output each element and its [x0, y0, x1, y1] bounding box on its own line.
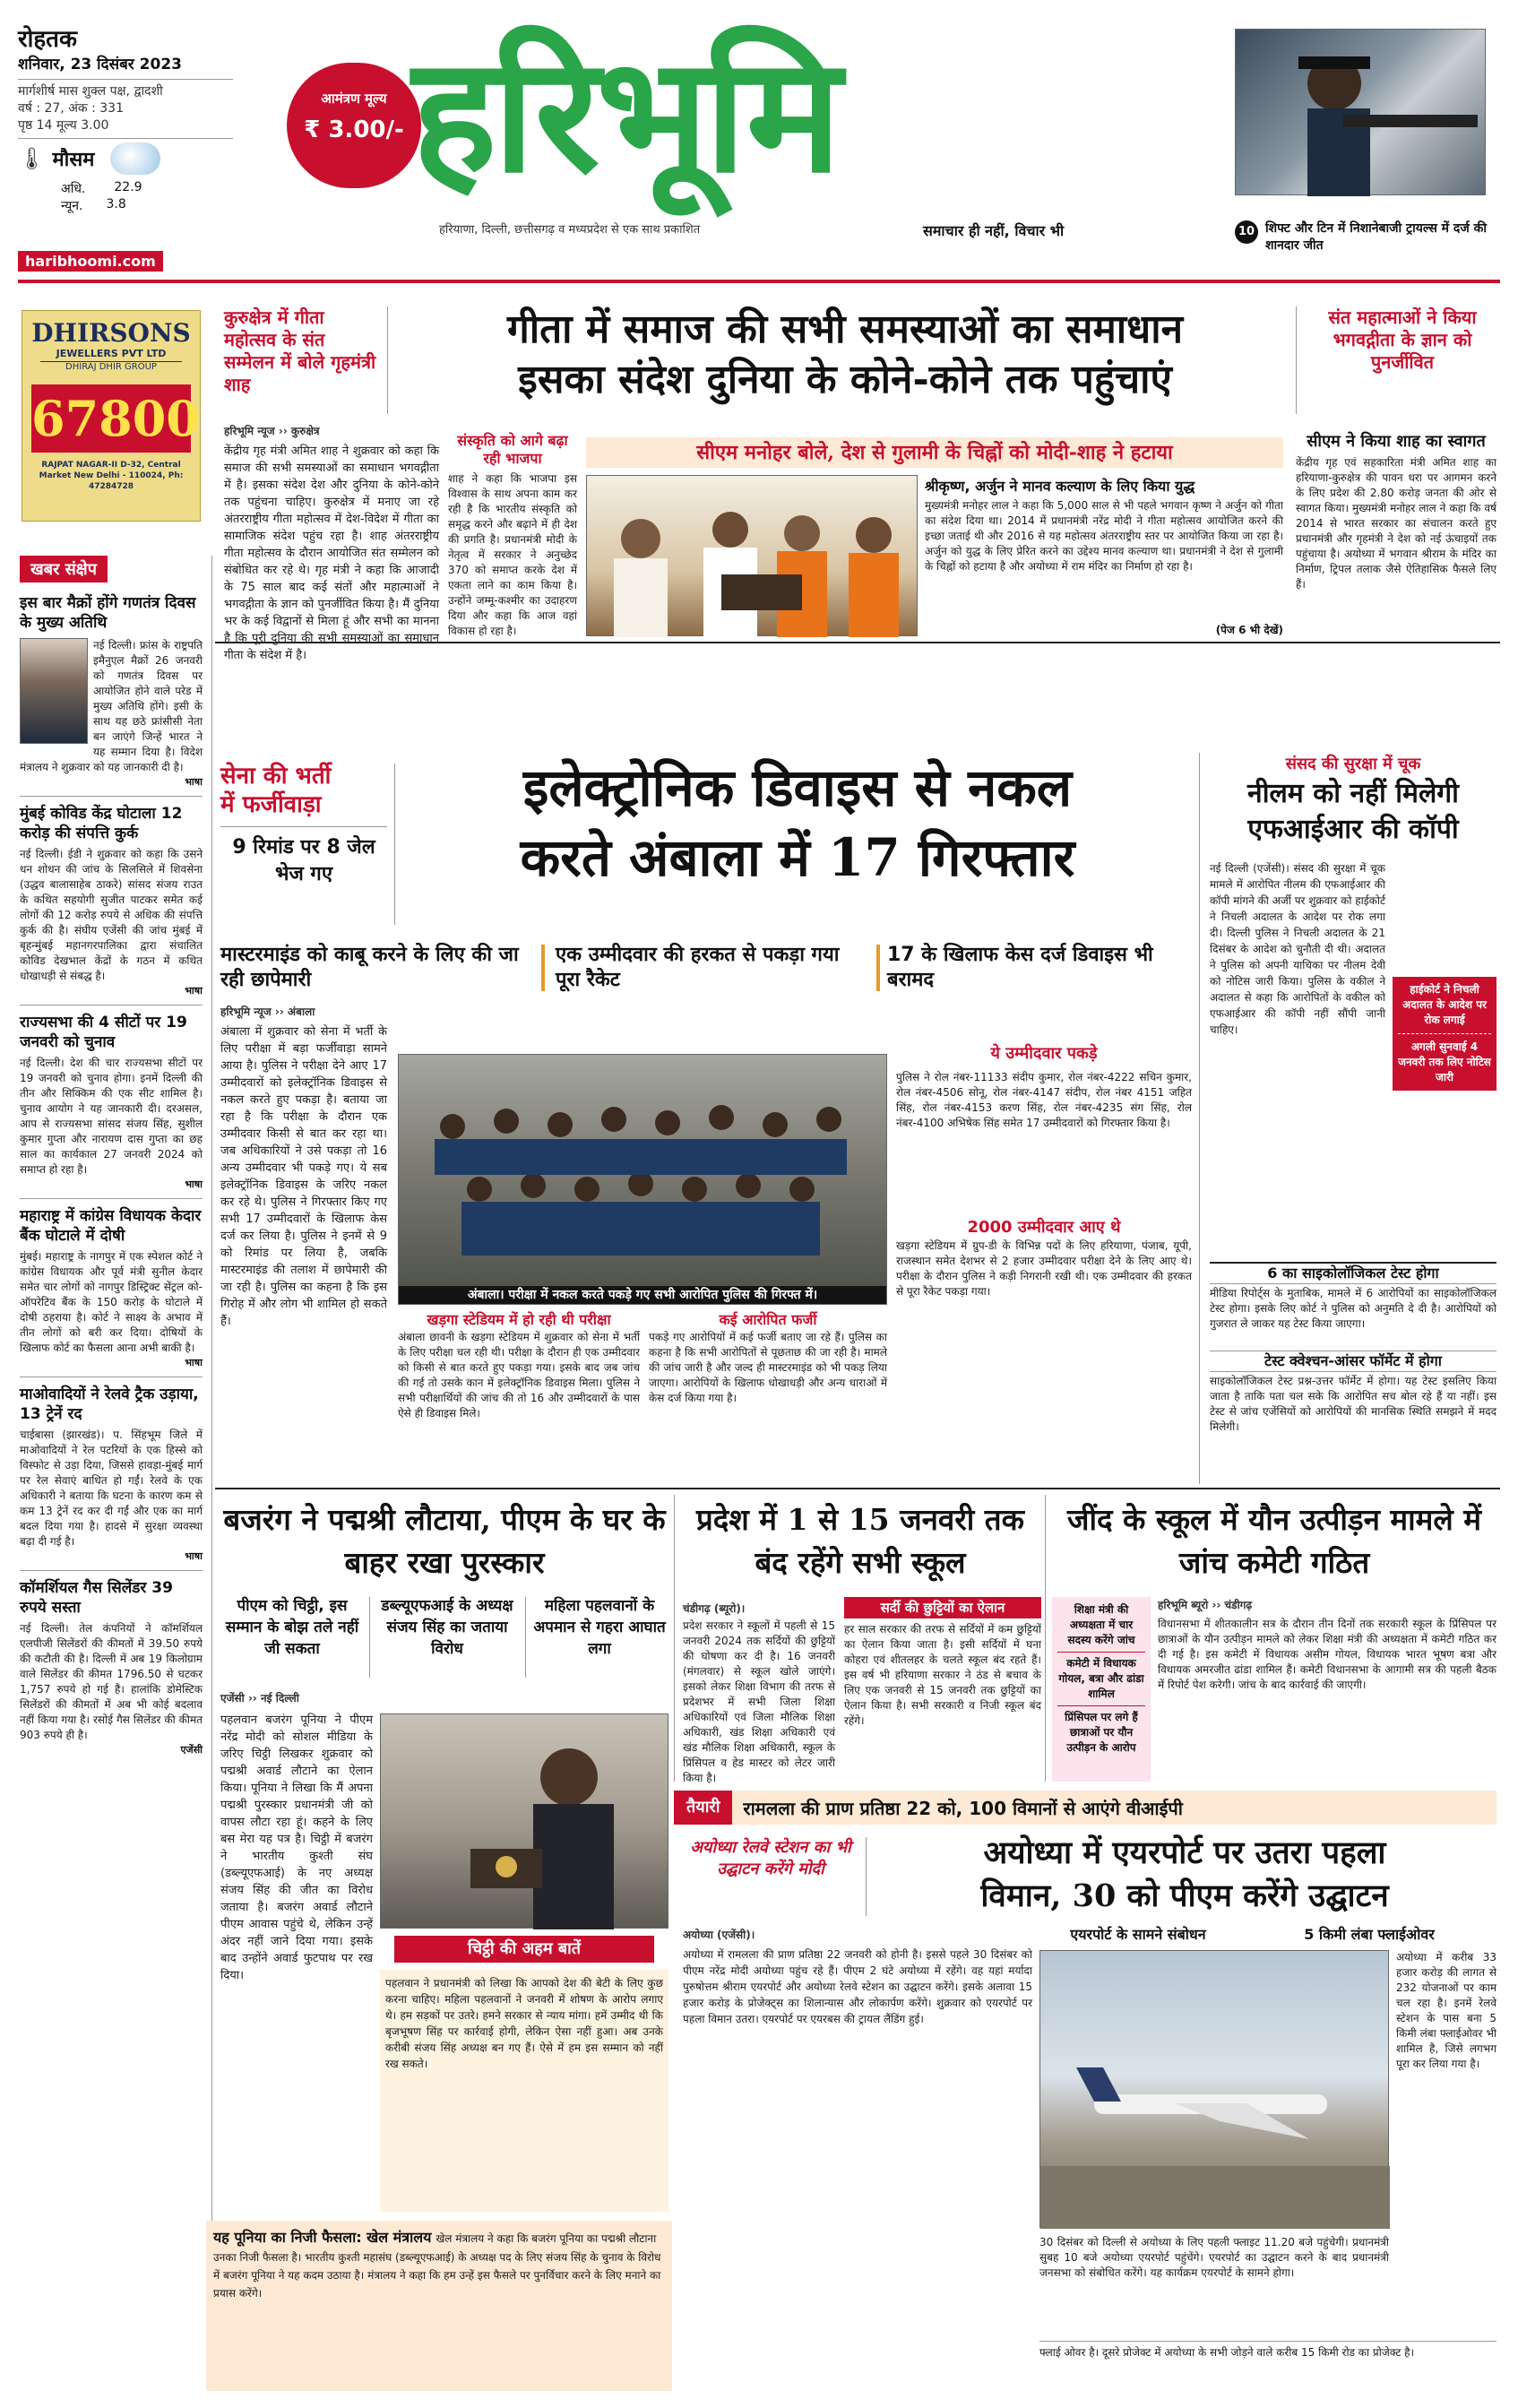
jind-body: विधानसभा में शीतकालीन सत्र के दौरान तीन दिनों तक सरकारी स्कूल के प्रिंसिपल पर छात्राओं के यौन उत्पीड़न मामले को लेकर शिक्षा मंत्री की अध्यक्षता में कमेटी गठित कर दी गई है। इस कमेटी में विधायक असीम गोयल, विधायक भारत भूषण बत्रा और विधायक अमरजीत ढांडा शामिल हैं। कमेटी विधानसभा के आगामी सत्र की पहली बैठक में रिपोर्ट पेश करेगी। जांच के बाद कार्रवाई की जाएगी। [1158, 1618, 1496, 1691]
jewellers-ad[interactable] [22, 310, 201, 522]
brief-headline: माओवादियों ने रेलवे ट्रैक उड़ाया, 13 ट्रेनें रद [20, 1385, 199, 1423]
brief-headline: राज्यसभा की 4 सीटों पर 19 जनवरी को चुनाव [20, 1014, 187, 1051]
callout-text-1: हाईकोर्ट ने निचली अदालत के आदेश पर रोक लगाई [1402, 983, 1487, 1026]
news-brief-item-1[interactable] [20, 593, 203, 789]
lead-headline-2: इसका संदेश दुनिया के कोने-कोने तक पहुंचाएं [518, 357, 1172, 402]
shooting-photo [1235, 29, 1486, 195]
caught-head: ये उम्मीदवार पकड़े [990, 1044, 1098, 1063]
news-brief-item-5[interactable] [20, 1385, 203, 1563]
army-headline-1: इलेक्ट्रोनिक डिवाइस से नकल [522, 757, 1073, 818]
max-temp-value: 22.9 [114, 180, 142, 194]
culture-box [448, 432, 577, 637]
ad-sub: JEWELLERS PVT LTD [56, 348, 167, 359]
brief-credit: एजेंसी [180, 1744, 203, 1756]
bajrang-body: पहलवान बजरंग पूनिया ने पीएम नरेंद्र मोदी को सोशल मीडिया के जरिए चिट्ठी लिखकर शुक्रवार को पद्मश्री अवार्ड लौटाने का ऐलान किया। पूनिया ने लिखा कि मैं अपना पद्मश्री पुरस्कार प्रधानमंत्री जी को वापस लौटा रहा हूं। कहने के लिए बस मेरा यह पत्र है। चिट्ठी में बजरंग ने भारतीय कुश्ती संघ (डब्ल्यूएफआई) के नए अध्यक्ष संजय सिंह की जीत का विरोध जताया है। बजरंग अवार्ड लौटाने पीएम आवास पहुंचे थे, लेकिन उन्हें अंदर नहीं जाने दिया गया। इसके बाद उन्होंने अवार्ड फुटपाथ पर रख दिया। [220, 1713, 373, 1982]
airport-address-body: 30 दिसंबर को दिल्ली से अयोध्या के लिए पहली फ्लाइट 11.20 बजे पहुंचेगी। प्रधानमंत्री सुबह 10 बजे अयोध्या एयरपोर्ट पहुंचेंगे। एयरपोर्ट का उद्घाटन करने के बाद प्रधानमंत्री जनसभा को संबोधित करेंगे। यह कार्यक्रम एयरपोर्ट के सामने होगा। [1039, 2236, 1389, 2279]
cm-subhead: श्रीकृष्ण, अर्जुन ने मानव कल्याण के लिए किया युद्ध [925, 478, 1195, 495]
news-brief-item-2[interactable] [20, 804, 203, 997]
news-brief-item-6[interactable] [20, 1578, 203, 1756]
winter-break-body: हर साल सरकार की तरफ से सर्दियों में कम छुट्टियों का ऐलान किया जाता है। इसी सर्दियों में घना कोहरा एवं शीतलहर के चलते स्कूल बंद रहते हैं। इस वर्ष भी हरियाणा सरकार ने ठंड से बचाव के लिए एक जनवरी से 15 जनवरी तक छुट्टियों का ऐलान किया है। सभी सरकारी व निजी स्कूल बंद रहेंगे। [844, 1623, 1041, 1727]
lead-right-kicker: संत महात्माओं ने किया भगवद्गीता के ज्ञान को पुनर्जीवित [1328, 306, 1477, 373]
news-brief-item-3[interactable] [20, 1013, 203, 1191]
lead-body: केंद्रीय गृह मंत्री अमित शाह ने शुक्रवार को कहा कि समाज की सभी समस्याओं का समाधान भगवद्गीता में है। इसका संदेश देश और दुनिया के कोने-कोने तक पहुंचना चाहिए। कुरुक्षेत्र में मनाए जा रहे अंतरराष्ट्रीय गीता महोत्सव में देश-विदेश में गीता का सामाजिक संदेश पहुंच रहा है। शाह अंतरराष्ट्रीय गीता महोत्सव के दौरान आयोजित संत सम्मेलन को संबोधित कर रहे थे। गृह मंत्री ने कहा कि आजादी के 75 साल बाद कई संतों और महात्माओं ने भगवद्गीता के ज्ञान को पुनर्जीवित किया है। मैं दुनिया भर के कई विद्वानों से मिला हूं और सभी का मानना है कि पूरी दुनिया की सभी समस्याओं का समाधान गीता के संदेश में है। [224, 444, 439, 662]
brief-body: नई दिल्ली। तेल कंपनियों ने कॉमर्शियल एलपीजी सिलेंडरों की कीमतों में 39.50 रुपये की कटौती की है। दिल्ली में अब 19 किलोग्राम वाले सिलेंडर की कीमत 1796.50 से घटकर 1,757 रुपये हो गई है। हालांकि डोमेस्टिक सिलेंडरों की कीमतों में अब भी कोई बदलाव नहीं किया गया है। रसोई गैस सिलेंडर की कीमत 903 रुपये ही है। [20, 1622, 203, 1741]
masthead-rule [18, 280, 1500, 283]
airport-address-head: एयरपोर्ट के सामने संबोधन [1070, 1926, 1206, 1943]
army-kicker-box [220, 762, 387, 888]
parliament-callout [1393, 977, 1496, 1091]
jind-byline: हरिभूमि ब्यूरो ›› चंडीगढ़ [1158, 1599, 1253, 1611]
brief-body: मुंबई। महाराष्ट्र के नागपुर में एक स्पेशल कोर्ट ने कांग्रेस विधायक और पूर्व मंत्री सुनील केदार समेत चार लोगों को नागपुर डिस्ट्रिक्ट सेंट्रल को-ऑपरेटिव बैंक के 150 करोड़ के घोटाले में दोषी ठहराया है। कोर्ट ने साक्ष्य के अभाव में तीन लोगों को बरी कर दिया। दोषियों के खिलाफ कोर्ट का फैसला आना अभी बाकी है। [20, 1250, 203, 1354]
brief-headline: महाराष्ट्र में कांग्रेस विधायक केदार बैंक घोटाले में दोषी [20, 1207, 202, 1245]
ad-price: 67800 [31, 384, 191, 453]
ministry-body: खेल मंत्रालय ने कहा कि बजरंग पूनिया का पद्मश्री लौटाना उनका निजी फैसला है। भारतीय कुश्ती महासंघ (डब्ल्यूएफआई) के अध्यक्ष पद के लिए संजय सिंह के चुनाव के विरोध में बजरंग पूनिया ने यह कदम उठाया है। मंत्रालय ने कहा कि हम उन्हें इस फैसले पर पुनर्विचार करने के लिए मनाने का प्रयास करेंगे। [213, 2232, 661, 2300]
culture-box-body: शाह ने कहा कि भाजपा इस विश्वास के साथ अपना काम कर रही है कि भारतीय संस्कृति को समृद्ध करने और बढ़ाने में ही देश की प्रगति है। प्रधानमंत्री मोदी के नेतृत्व में सरकार ने अनुच्छेद 370 को समाप्त करके देश में एकता लाने का काम किया है। उन्होंने जम्मू-कश्मीर का उदाहरण दिया और कहा कि आज वहां विकास हो रहा है। [448, 472, 577, 637]
letter-points-label: चिट्ठी की अहम बातें [394, 1936, 654, 1963]
ram-strip-label: तैयारी [674, 1791, 732, 1825]
lead-headline-1: गीता में समाज की सभी समस्याओं का समाधान [506, 306, 1184, 352]
brief-credit: भाषा [185, 985, 203, 997]
min-temp-label: न्यून. [61, 199, 83, 213]
sants-illustration [587, 476, 919, 637]
weather-label: मौसम [52, 149, 95, 171]
parliament-headline: नीलम को नहीं मिलेगी एफआईआर की कॉपी [1247, 778, 1459, 845]
shah-sants-photo [586, 475, 918, 636]
stadium-box [398, 1310, 640, 1477]
cloud-icon [110, 142, 160, 175]
brief-body: चाईबासा (झारखंड)। प. सिंहभूम जिले में माओवादियों ने रेल पटरियों के एक हिस्से को विस्फोट से उड़ा दिया, जिससे हावड़ा-मुंबई मार्ग पर रेल सेवाएं बाधित हो गईं। रेलवे के एक अधिकारी ने बताया कि घटना के कारण कम से कम 13 ट्रेनें रद कर दी गईं और एक का मार्ग बदल दिया गया है। हादसे में सुरक्षा व्यवस्था बढ़ा दी गई है। [20, 1428, 203, 1548]
news-brief-label: खबर संक्षेप [20, 556, 108, 583]
min-temp-value: 3.8 [106, 197, 126, 211]
army-kicker-sub: 9 रिमांड पर 8 जेल भेज गए [232, 836, 375, 885]
brief-credit: भाषा [185, 1178, 203, 1190]
jind-headline: जींद के स्कूल में यौन उत्पीड़न मामले में जांच कमेटी गठित [1066, 1502, 1481, 1580]
psych-test-box [1210, 1262, 1496, 1480]
letter-points-body: पहलवान ने प्रधानमंत्री को लिखा कि आपको देश की बेटी के लिए कुछ करना चाहिए। महिला पहलवानों ने जनवरी में शोषण के आरोप लगाए थे। हम सड़कों पर उतरे। हमने सरकार से न्याय मांगा। हमें उम्मीद थी कि बृजभूषण सिंह पर कार्रवाई होगी, लेकिन ऐसा नहीं हुआ। अब उनके करीबी संजय सिंह अध्यक्ष बन गए हैं। ऐसे में हम इस सम्मान को नहीं रख सकते। [380, 1970, 668, 2212]
brief-body: नई दिल्ली। ईडी ने शुक्रवार को कहा कि उसने धन शोधन की जांच के सिलसिले में शिवसेना (उद्धव बालासाहेब ठाकरे) सांसद संजय राउत के कथित सहयोगी सुजीत पाटकर समेत कई लोगों की 12 करोड़ रुपये से अधिक की संपत्ति कुर्क की है। संघीय एजेंसी की जांच मुंबई में बृहन्मुंबई महानगरपालिका द्वारा संचालित कोविड देखभाल केंद्रों के गठन में कथित धोखाधड़ी से संबद्ध है। [20, 848, 203, 982]
parliament-body: नई दिल्ली (एजेंसी)। संसद की सुरक्षा में चूक मामले में आरोपित नीलम की एफआईआर की कॉपी मांगने की अर्जी पर शुक्रवार को हाईकोर्ट ने निचली अदालत के आदेश पर रोक लगा दी। दिल्ली पुलिस ने निचली अदालत के 21 दिसंबर के आदेश को चुनौती दी थी। अदालत ने पुलिस को अपनी याचिका पर नीलम देवी को नोटिस जारी किया। पुलिस के वकील ने अदालत से कहा कि आरोपितों के वकील को एफआईआर की कॉपी नहीं सौंपी जानी चाहिए। [1210, 862, 1386, 1036]
flyover-body: अयोध्या में करीब 33 हजार करोड़ की लागत से 232 योजनाओं पर काम चल रहा है। इनमें रेलवे स्टेशन के पास बना 5 किमी लंबा फ्लाईओवर भी शामिल है, जिसे लगभग पूरा कर लिया गया है। [1396, 1951, 1496, 2070]
bajrang-headline: बजरंग ने पद्मश्री लौटाया, पीएम के घर के बाहर रखा पुरस्कार [223, 1502, 666, 1580]
publication-states: हरियाणा, दिल्ली, छत्तीसगढ़ व मध्यप्रदेश से एक साथ प्रकाशित [439, 223, 701, 237]
army-headline-2: करते अंबाला में 17 गिरफ्तार [520, 827, 1075, 888]
brief-body: नई दिल्ली। फ्रांस के राष्ट्रपति इमैनुएल मैक्रों 26 जनवरी को गणतंत्र दिवस पर आयोजित होने वाले परेड में मुख्य अतिथि होंगे। इसी के साथ यह छठे फ्रांसीसी नेता बन जाएंगे जिन्हें भारत ने यह सम्मान दिया है। विदेश मंत्रालय ने शुक्रवार को यह जानकारी दी है। [20, 639, 203, 773]
issue-number: वर्ष : 27, अंक : 331 [18, 101, 124, 116]
news-brief-column [20, 556, 203, 2389]
psych-test-head: 6 का साइकोलॉजिकल टेस्ट होगा [1210, 1262, 1496, 1284]
army-byline: हरिभूमि न्यूज ›› अंबाला [220, 1005, 315, 1018]
ram-headline-2: विमान, 30 को पीएम करेंगे उद्घाटन [980, 1877, 1389, 1914]
shah-welcome-head: सीएम ने किया शाह का स्वागत [1307, 432, 1486, 451]
army-body: अंबाला में शुक्रवार को सेना में भर्ती के लिए परीक्षा में बड़ा फर्जीवाड़ा सामने आया है। पुलिस ने परीक्षा देने आए 17 उम्मीदवारों को इलेक्ट्रॉनिक डिवाइस से नकल करते हुए पकड़ा है। बताया जा रहा है कि परीक्षा के दौरान एक उम्मीदवार किसी से बात कर रहा था। जब अधिकारियों ने उसे पकड़ा तो 16 अन्य उम्मीदवार भी पकड़े गए। ये सब इलेक्ट्रॉनिक डिवाइस के जरिए नकल कर रहे थे। पुलिस ने गिरफ्तार किए गए सभी 17 उम्मीदवारों के खिलाफ केस दर्ज कर लिया है। पुलिस ने इनमें से 9 को रिमांड पर लिया है, जबकि मास्टरमाइंड की तलाश में छापेमारी की जा रही है। पुलिस का कहना है कि इस गिरोह में और लोग भी शामिल हो सकते हैं। [220, 1025, 387, 1328]
parliament-kicker: संसद की सुरक्षा में चूक [1285, 755, 1421, 773]
callout-text-2: अगली सुनवाई 4 जनवरी तक लिए नोटिस जारी [1398, 1040, 1491, 1083]
photo-caption: अंबाला। परीक्षा में नकल करते पकड़े गए सभी आरोपित पुलिस की गिरफ्त में। [399, 1286, 886, 1304]
macron-photo [20, 638, 88, 744]
jind-side-2: कमेटी में विधायक गोयल, बत्रा और ढांडा शामिल [1058, 1657, 1144, 1700]
culture-box-head: संस्कृति को आगे बढ़ा रही भाजपा [457, 432, 568, 467]
schools-body: प्रदेश सरकार ने स्कूलों में पहली से 15 जनवरी 2024 तक सर्दियों की छुट्टियों की घोषणा कर दी है। 16 जनवरी (मंगलवार) से स्कूल खोले जाएंगे। इसको लेकर शिक्षा विभाग की तरफ से प्रदेशभर में सभी जिला शिक्षा अधिकारियों एवं जिला मौलिक शिक्षा अधिकारी, खंड शिक्षा अधिकारी एवं खंड मौलिक शिक्षा अधिकारी, स्कूल के प्रिंसिपल व हेड मास्टर को लेटर जारी किया है। [683, 1619, 835, 1784]
ad-group: DHIRAJ DHIR GROUP [40, 361, 182, 372]
lead-byline: हरिभूमि न्यूज ›› कुरुक्षेत्र [224, 425, 320, 437]
cm-more: (पेज 6 भी देखें) [1215, 624, 1283, 636]
price-value: ₹ 3.00/- [304, 117, 404, 143]
brief-body: नई दिल्ली। देश की चार राज्यसभा सीटों पर 19 जनवरी को चुनाव होगा। इनमें दिल्ली की तीन और सिक्किम की एक सीट शामिल है। चुनाव आयोग ने यह जानकारी दी। दरअसल, आप से राज्यसभा सांसद संजय सिंह, सुशील कुमार गुप्ता और नारायण दास गुप्ता का छह साल का कार्यकाल 27 जनवरी 2024 को समाप्त हो रहा है। [20, 1057, 203, 1176]
promo-page-number: 10 [1235, 220, 1258, 244]
hindu-date: मार्गशीर्ष मास शुक्ल पक्ष, द्वादशी [18, 84, 163, 99]
two-thousand-head: 2000 उम्मीदवार आए थे [967, 1218, 1121, 1237]
army-sub-2: एक उम्मीदवार की हरकत से पकड़ा गया पूरा रैकेट [556, 944, 840, 991]
ad-address: RAJPAT NAGAR-II D-32, Central Market New Delhi - 110024, Ph: 47284728 [39, 461, 184, 491]
thermometer-icon: 🌡 [18, 146, 46, 171]
bajrang-award-photo [380, 1713, 668, 1929]
brief-headline: मुंबई कोविड केंद्र घोटाला 12 करोड़ की संपत्ति कुर्क [20, 805, 183, 842]
ram-kicker: अयोध्या रेलवे स्टेशन का भी उद्घाटन करेंगे मोदी [690, 1838, 851, 1878]
ram-strip-text: रामलला की प्राण प्रतिष्ठा 22 को, 100 विमानों से आएंगे वीआईपी [743, 1797, 1183, 1819]
two-thousand-body: खड़गा स्टेडियम में ग्रुप-डी के विभिन्न पदों के लिए हरियाणा, पंजाब, यूपी, राजस्थान समेत देशभर से 2 हजार उम्मीदवार परीक्षा देने के लिए आए थे। परीक्षा के दौरान पुलिस ने कड़ी निगरानी रखी थी। एक उम्मीदवार की हरकत से पूरा रैकेट पकड़ा गया। [896, 1239, 1192, 1298]
army-kicker-2: में फर्जीवाड़ा [220, 791, 322, 818]
qa-format-body: साइकोलॉजिकल टेस्ट प्रश्न-उत्तर फॉर्मेट में होगा। यह टेस्ट इसलिए किया जाता है ताकि पता चल सके कि आरोपित सच बोल रहे हैं या नहीं। इस टेस्ट से जांच एजेंसियों को आरोपियों की मानसिक स्थिति समझने में मदद मिलेगी। [1210, 1375, 1496, 1433]
ministry-head: यह पूनिया का निजी फैसला: खेल मंत्रालय [213, 2229, 432, 2246]
ram-byline: अयोध्या (एजेंसी)। [683, 1929, 755, 1941]
city-label: रोहतक [18, 26, 77, 53]
qa-format-head: टेस्ट क्वेश्चन-आंसर फॉर्मेट में होगा [1210, 1351, 1496, 1372]
ram-body: अयोध्या में रामलला की प्राण प्रतिष्ठा 22 जनवरी को होनी है। इससे पहले 30 दिसंबर को पीएम नरेंद्र मोदी अयोध्या पहुंच रहे हैं। पीएम 2 घंटे अयोध्या में रहेंगे। वह यहां मर्यादा पुरुषोत्तम श्रीराम एयरपोर्ट और अयोध्या रेलवे स्टेशन का उद्घाटन करेंगे। इसके अलावा 15 हजार करोड़ के प्रोजेक्ट्स का शिलान्यास और लोकार्पण करेंगे। शुक्रवार को एयरपोर्ट पर पहला विमान उतरा। एयरपोर्ट पर एयरबस की ट्रायल लैंडिंग हुई। [683, 1948, 1032, 2025]
cm-headline: सीएम मनोहर बोले, देश से गुलामी के चिह्नों को मोदी-शाह ने हटाया [586, 437, 1283, 468]
brief-headline: इस बार मैक्रों होंगे गणतंत्र दिवस के मुख्य अतिथि [20, 594, 196, 632]
arrested-candidates-photo [398, 1054, 887, 1305]
caught-body: पुलिस ने रोल नंबर-11133 संदीप कुमार, रोल नंबर-4222 सचिन कुमार, रोल नंबर-4506 सोनू, रोल नंबर-4147 संदीप, रोल नंबर 4151 जहित सिंह, रोल नंबर-4153 करण सिंह, रोल नंबर-4235 संग सिंह, रोल नंबर-4100 अभिषेक सिंह समेत 17 उम्मीदवारों को गिरफ्तार किया है। [896, 1071, 1192, 1129]
flyover-caption: फ्लाई ओवर है। दूसरे प्रोजेक्ट में अयोध्या के सभी जोड़ने वाले करीब 15 किमी रोड का प्रोजेक्ट है। [1039, 2341, 1496, 2389]
stadium-body: अंबाला छावनी के खड़गा स्टेडियम में शुक्रवार को सेना में भर्ती के लिए परीक्षा चल रही थी। परीक्षा के दौरान ही एक उम्मीदवार को किसी से बात करते हुए पकड़ा गया। इसके बाद जब जांच की गई तो उसके कान में इलेक्ट्रॉनिक डिवाइस मिला। पुलिस ने सभी परीक्षार्थियों की जांच की तो 16 और उम्मीदवारों के पास ऐसे ही डिवाइस मिले। [398, 1331, 640, 1420]
bajrang-sub-2: डब्ल्यूएफआई के अध्यक्ष संजय सिंह का जताया विरोध [381, 1597, 513, 1658]
shooter-illustration [1236, 30, 1487, 196]
fake-head: कई आरोपित फर्जी [719, 1311, 817, 1328]
schools-byline: चंडीगढ़ (ब्यूरो)। [683, 1602, 746, 1615]
winter-break-head: सर्दी की छुट्टियों का ऐलान [844, 1597, 1041, 1618]
price-badge [287, 63, 421, 188]
brief-credit: भाषा [185, 776, 203, 788]
newspaper-logo: हरिभूमि [412, 21, 839, 208]
date-label: शनिवार, 23 दिसंबर 2023 [18, 56, 182, 73]
promo-text: शिफ्ट और टिन में निशानेबाजी ट्रायल्स में दर्ज की शानदार जीत [1265, 221, 1488, 253]
fake-body: पकड़े गए आरोपियों में कई फर्जी बताए जा रहे हैं। पुलिस का कहना है कि सभी आरोपितों से पूछताछ की जा रही है। मामले की जांच जारी है और जल्द ही मास्टरमाइंड को भी पकड़ लिया जाएगा। आरोपियों के खिलाफ धोखाधड़ी और अन्य धाराओं में केस दर्ज किया गया है। [649, 1331, 887, 1404]
ministry-box [206, 2221, 672, 2391]
cm-body: मुख्यमंत्री मनोहर लाल ने कहा कि 5,000 साल से भी पहले भगवान कृष्ण ने अर्जुन को गीता का संदेश दिया था। 2014 में प्रधानमंत्री नरेंद्र मोदी ने गीता महोत्सव आयोजित करने की इच्छा जताई थी और 2016 से यह महोत्सव अंतरराष्ट्रीय स्तर पर आयोजित किया जा रहा है। अर्जुन को युद्ध के लिए प्रेरित करने का उद्देश्य मानव कल्याण था। प्रधानमंत्री ने देश से गुलामी के चिह्नों को हटाया है और अयोध्या में राम मंदिर का निर्माण हो रहा है। [925, 499, 1283, 573]
pages-price: पृष्ठ 14 मूल्य 3.00 [18, 118, 109, 133]
bajrang-byline: एजेंसी ›› नई दिल्ली [220, 1692, 299, 1705]
masthead-info [18, 25, 233, 276]
news-brief-item-4[interactable] [20, 1206, 203, 1369]
schools-headline: प्रदेश में 1 से 15 जनवरी तक बंद रहेंगे सभी स्कूल [696, 1502, 1024, 1580]
price-label: आमंत्रण मूल्य [321, 91, 387, 107]
flyover-head: 5 किमी लंबा फ्लाईओवर [1304, 1926, 1435, 1943]
airplane-illustration [1040, 1951, 1390, 2229]
jind-side-1: शिक्षा मंत्री की अध्यक्षता में चार सदस्य करेंगे जांच [1067, 1603, 1135, 1646]
jind-side-box [1052, 1597, 1151, 1782]
slogan: समाचार ही नहीं, विचार भी [923, 222, 1065, 239]
shah-welcome-body: केंद्रीय गृह एवं सहकारिता मंत्री अमित शाह का हरियाणा-कुरुक्षेत्र की पावन धरा पर आगमन करने के लिए प्रदेश की 2.80 करोड़ जनता की ओर से स्वागत किया। मुख्यमंत्री मनोहर लाल ने कहा कि वर्ष 2014 से भारत सरकार का संचालन करते हुए प्रधानमंत्री और गृहमंत्री ने देश को नई ऊंचाइयों तक पहुंचाया है। अयोध्या में भगवान श्रीराम के मंदिर का निर्माण, ट्रिपल तलाक जैसे ऐतिहासिक फैसले लिए हैं। [1296, 456, 1496, 591]
army-kicker-1: सेना की भर्ती [220, 763, 332, 790]
masthead [18, 21, 1500, 276]
brief-headline: कॉमर्शियल गैस सिलेंडर 39 रुपये सस्ता [20, 1579, 173, 1617]
award-illustration [381, 1714, 669, 1929]
army-sub-3: 17 के खिलाफ केस दर्ज डिवाइस भी बरामद [887, 944, 1153, 991]
bajrang-sub-1: पीएम को चिट्ठी, इस सम्मान के बोझ तले नहीं जी सकता [225, 1597, 359, 1658]
ad-brand: DHIRSONS [31, 318, 191, 348]
caught-box [896, 1043, 1192, 1321]
max-temp-label: अधि. [61, 182, 86, 196]
army-sub-1: मास्टरमाइंड को काबू करने के लिए की जा रही छापेमारी [220, 944, 519, 991]
ram-strip [674, 1791, 1496, 1825]
jind-side-3: प्रिंसिपल पर लगे हैं छात्राओं पर यौन उत्पीड़न के आरोप [1065, 1711, 1138, 1754]
brief-credit: भाषा [185, 1550, 203, 1562]
psych-test-body: मीडिया रिपोर्ट्स के मुताबिक, मामले में 6 आरोपियों का साइकोलॉजिकल टेस्ट होगा। इसके लिए कोर्ट ने पुलिस को अनुमति दे दी है। आरोपियों को गुजरात ले जाकर यह टेस्ट किया जाएगा। [1210, 1287, 1496, 1330]
candidates-illustration [399, 1055, 888, 1288]
promo-strip[interactable] [1235, 220, 1500, 255]
ram-headline-1: अयोध्या में एयरपोर्ट पर उतरा पहला [983, 1834, 1386, 1871]
airport-flyover-photo [1039, 1950, 1389, 2228]
brief-credit: भाषा [185, 1357, 203, 1368]
fake-box [649, 1310, 887, 1477]
winter-break-box [844, 1597, 1041, 1782]
website-link[interactable]: haribhoomi.com [18, 251, 163, 272]
bajrang-sub-3: महिला पहलवानों के अपमान से गहरा आघात लगा [533, 1597, 666, 1658]
stadium-head: खड़गा स्टेडियम में हो रही थी परीक्षा [427, 1311, 611, 1328]
shah-welcome-box [1296, 432, 1496, 634]
lead-kicker: कुरुक्षेत्र में गीता महोत्सव के संत सम्मेलन में बोले गृहमंत्री शाह [224, 306, 376, 395]
